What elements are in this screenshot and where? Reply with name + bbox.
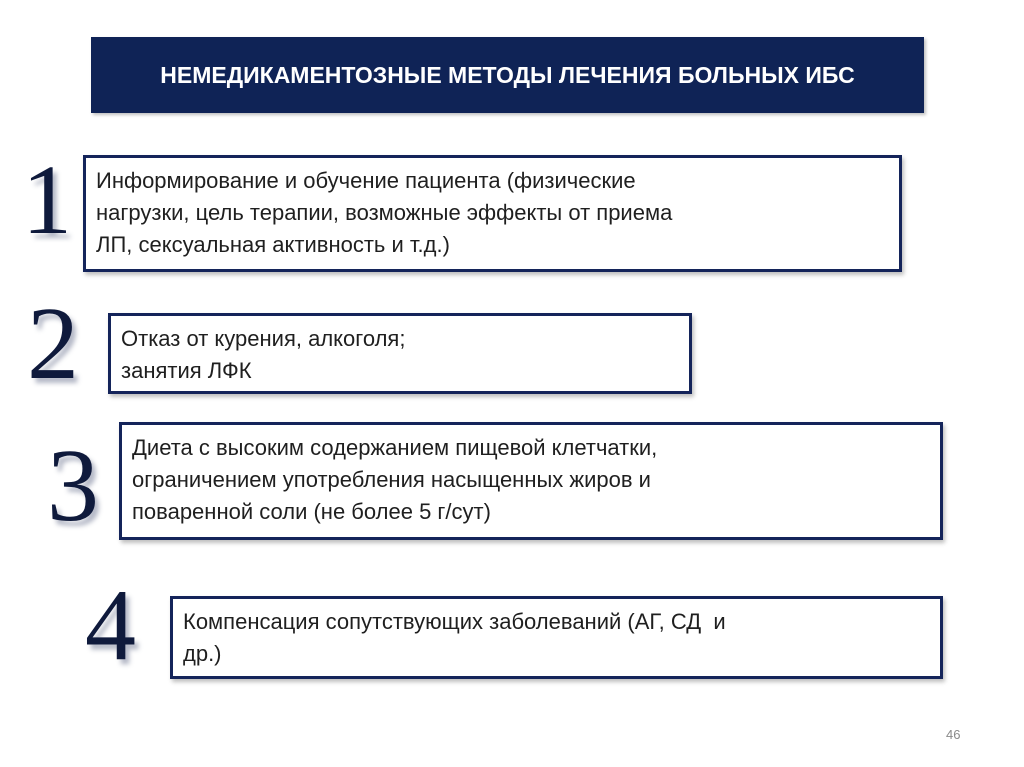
item-box-1	[83, 155, 902, 272]
item-number-4: 4	[85, 569, 136, 682]
item-number-1: 1	[22, 144, 72, 255]
item-3-line-2: ограничением употребления насыщенных жиров и	[132, 467, 651, 492]
slide-title-banner	[91, 37, 924, 113]
item-3-line-1: Диета с высоким содержанием пищевой клетчатки,	[132, 435, 658, 460]
slide-title: НЕМЕДИКАМЕНТОЗНЫЕ МЕТОДЫ ЛЕЧЕНИЯ БОЛЬНЫХ ИБС	[160, 62, 855, 88]
item-4-line-1: Компенсация сопутствующих заболеваний (АГ, СД и	[183, 609, 726, 634]
item-box-4	[170, 596, 943, 679]
item-2-line-2: занятия ЛФК	[121, 358, 252, 383]
item-box-3	[119, 422, 943, 540]
item-3-line-3: поваренной соли (не более 5 г/сут)	[132, 499, 491, 524]
item-1-line-3: ЛП, сексуальная активность и т.д.)	[96, 232, 450, 257]
item-1-line-2: нагрузки, цель терапии, возможные эффекты от приема	[96, 200, 673, 225]
item-2-line-1: Отказ от курения, алкоголя;	[121, 326, 406, 351]
item-box-2	[108, 313, 692, 394]
item-number-3: 3	[47, 428, 99, 543]
item-number-2: 2	[27, 286, 79, 401]
item-1-line-1: Информирование и обучение пациента (физические	[96, 168, 636, 193]
item-4-line-2: др.)	[183, 641, 222, 666]
page-number: 46	[946, 727, 961, 742]
